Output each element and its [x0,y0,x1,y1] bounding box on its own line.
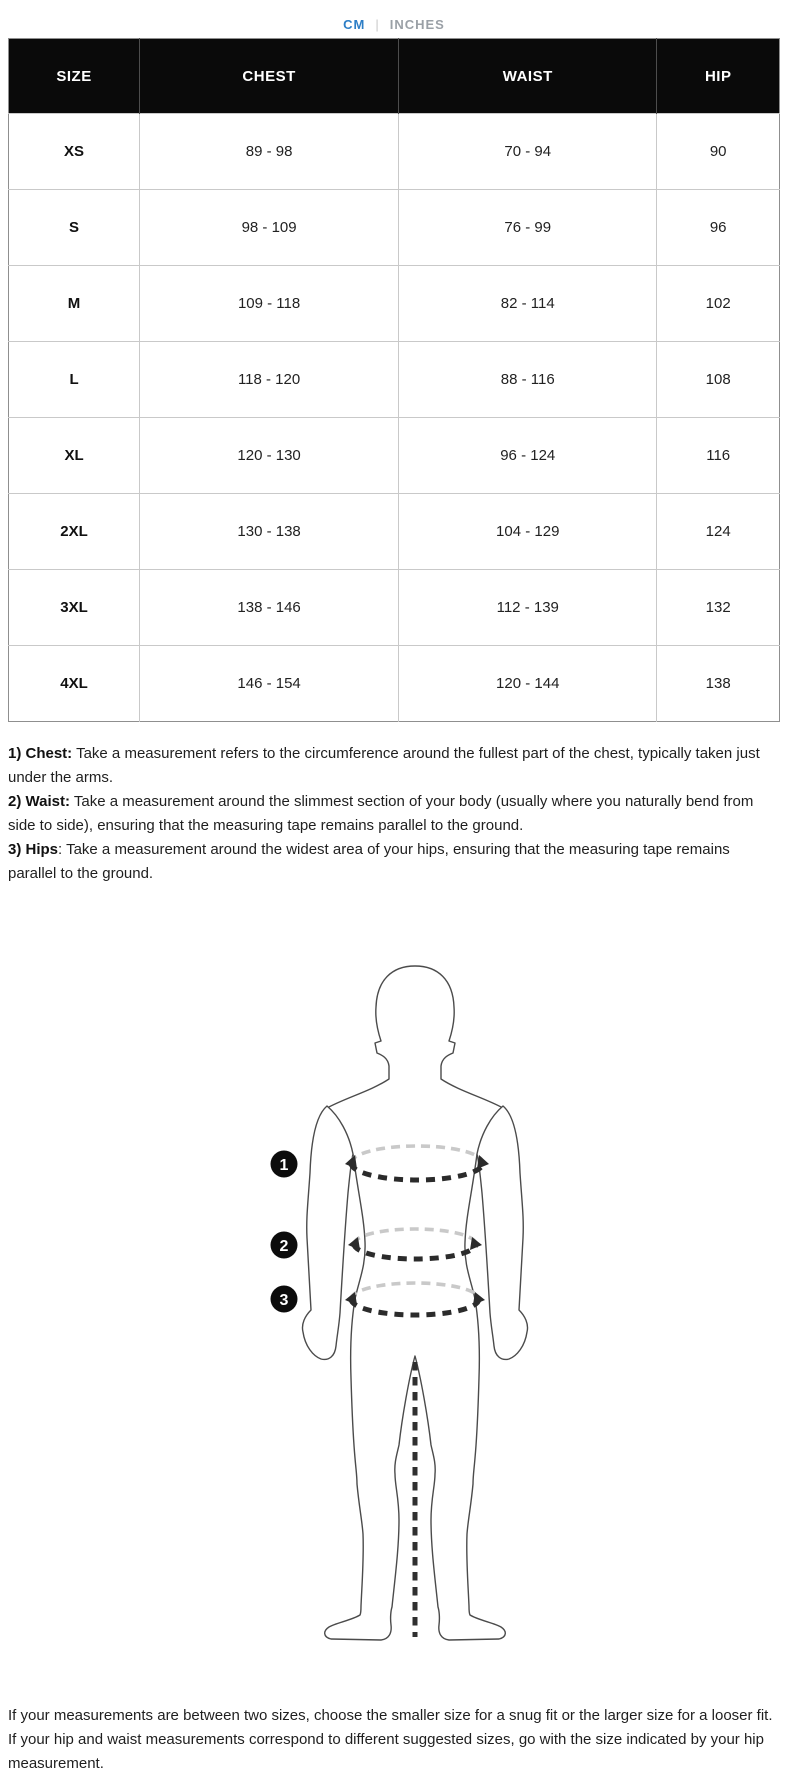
cell-waist: 104 - 129 [399,494,657,570]
cell-hip: 138 [657,646,780,722]
table-row [9,418,780,494]
cell-waist: 112 - 139 [399,570,657,646]
cell-chest: 120 - 130 [140,418,399,494]
cell-hip: 90 [657,114,780,190]
cell-chest: 118 - 120 [140,342,399,418]
note-chest-label: 1) Chest: [8,745,73,762]
marker-2-badge [271,1232,298,1259]
table-row [9,342,780,418]
cell-size: 2XL [9,494,140,570]
footer-note: If your measurements are between two sizes, choose the smaller size for a snug fit or the larger size for a looser fit. If your hip and waist measurements correspond to different suggested sizes, go with the size indicated by your hip measurement. [8,1707,773,1772]
cell-waist: 96 - 124 [399,418,657,494]
cell-size: XS [9,114,140,190]
cell-chest: 138 - 146 [140,570,399,646]
cell-waist: 88 - 116 [399,342,657,418]
header-cell-chest: CHEST [140,39,399,114]
table-row [9,646,780,722]
note-waist-label: 2) Waist: [8,793,70,810]
cell-hip: 124 [657,494,780,570]
cell-chest: 130 - 138 [140,494,399,570]
waist-ellipse-back [354,1229,476,1244]
waist-ellipse-arrow-right [470,1237,482,1250]
toggle-separator: | [375,16,380,32]
marker-2-number: 2 [279,1238,289,1255]
tab-inches[interactable]: INCHES [389,16,445,32]
cell-size: 4XL [9,646,140,722]
note-waist-text: Take a measurement around the slimmest section of your body (usually where you naturally bend from side to side), ensuring that the measuring tape remains parallel to the ground. [8,793,754,834]
note-hips [8,838,780,886]
cell-waist: 76 - 99 [399,190,657,266]
tab-cm[interactable]: CM [343,16,366,32]
table-row [9,190,780,266]
cell-size: M [9,266,140,342]
size-table [8,38,780,722]
hip-ellipse-back [351,1283,479,1299]
hip-ellipse-front [351,1299,479,1315]
cell-chest: 98 - 109 [140,190,399,266]
cell-hip: 116 [657,418,780,494]
waist-ellipse-front [354,1244,476,1259]
cell-hip: 102 [657,266,780,342]
marker-1-badge [271,1151,298,1178]
cell-size: 3XL [9,570,140,646]
marker-3-badge [271,1286,298,1313]
header-cell-waist: WAIST [399,39,657,114]
figure-right-arm-outline [477,1106,528,1359]
cell-chest: 109 - 118 [140,266,399,342]
chest-ellipse-back [351,1146,483,1163]
note-chest-text: Take a measurement refers to the circumference around the fullest part of the chest, typically taken just under the arms. [8,745,760,786]
body-diagram-svg [215,958,615,1658]
cell-waist: 82 - 114 [399,266,657,342]
cell-size: S [9,190,140,266]
cell-size: L [9,342,140,418]
body-diagram [215,958,615,1658]
cell-chest: 146 - 154 [140,646,399,722]
note-hips-label: 3) Hips [8,841,59,858]
cell-chest: 89 - 98 [140,114,399,190]
table-row [9,494,780,570]
table-row [9,570,780,646]
header-cell-size: SIZE [9,39,140,114]
cell-hip: 108 [657,342,780,418]
note-chest [8,742,780,790]
header-cell-hip: HIP [657,39,780,114]
table-row [9,114,780,190]
table-header-row [9,39,780,114]
table-row [9,266,780,342]
note-hips-text: : Take a measurement around the widest area of your hips, ensuring that the measuring tape remains parallel to the ground. [8,841,730,882]
cell-hip: 132 [657,570,780,646]
figure-head-outline [327,966,503,1108]
marker-1-number: 1 [279,1157,289,1174]
figure-left-arm-outline [302,1106,353,1359]
measurement-notes [8,742,780,886]
cell-waist: 120 - 144 [399,646,657,722]
cell-size: XL [9,418,140,494]
note-waist [8,790,780,838]
unit-toggle [0,0,788,38]
chest-ellipse-front [351,1163,483,1180]
cell-hip: 96 [657,190,780,266]
marker-3-number: 3 [279,1292,289,1309]
cell-waist: 70 - 94 [399,114,657,190]
